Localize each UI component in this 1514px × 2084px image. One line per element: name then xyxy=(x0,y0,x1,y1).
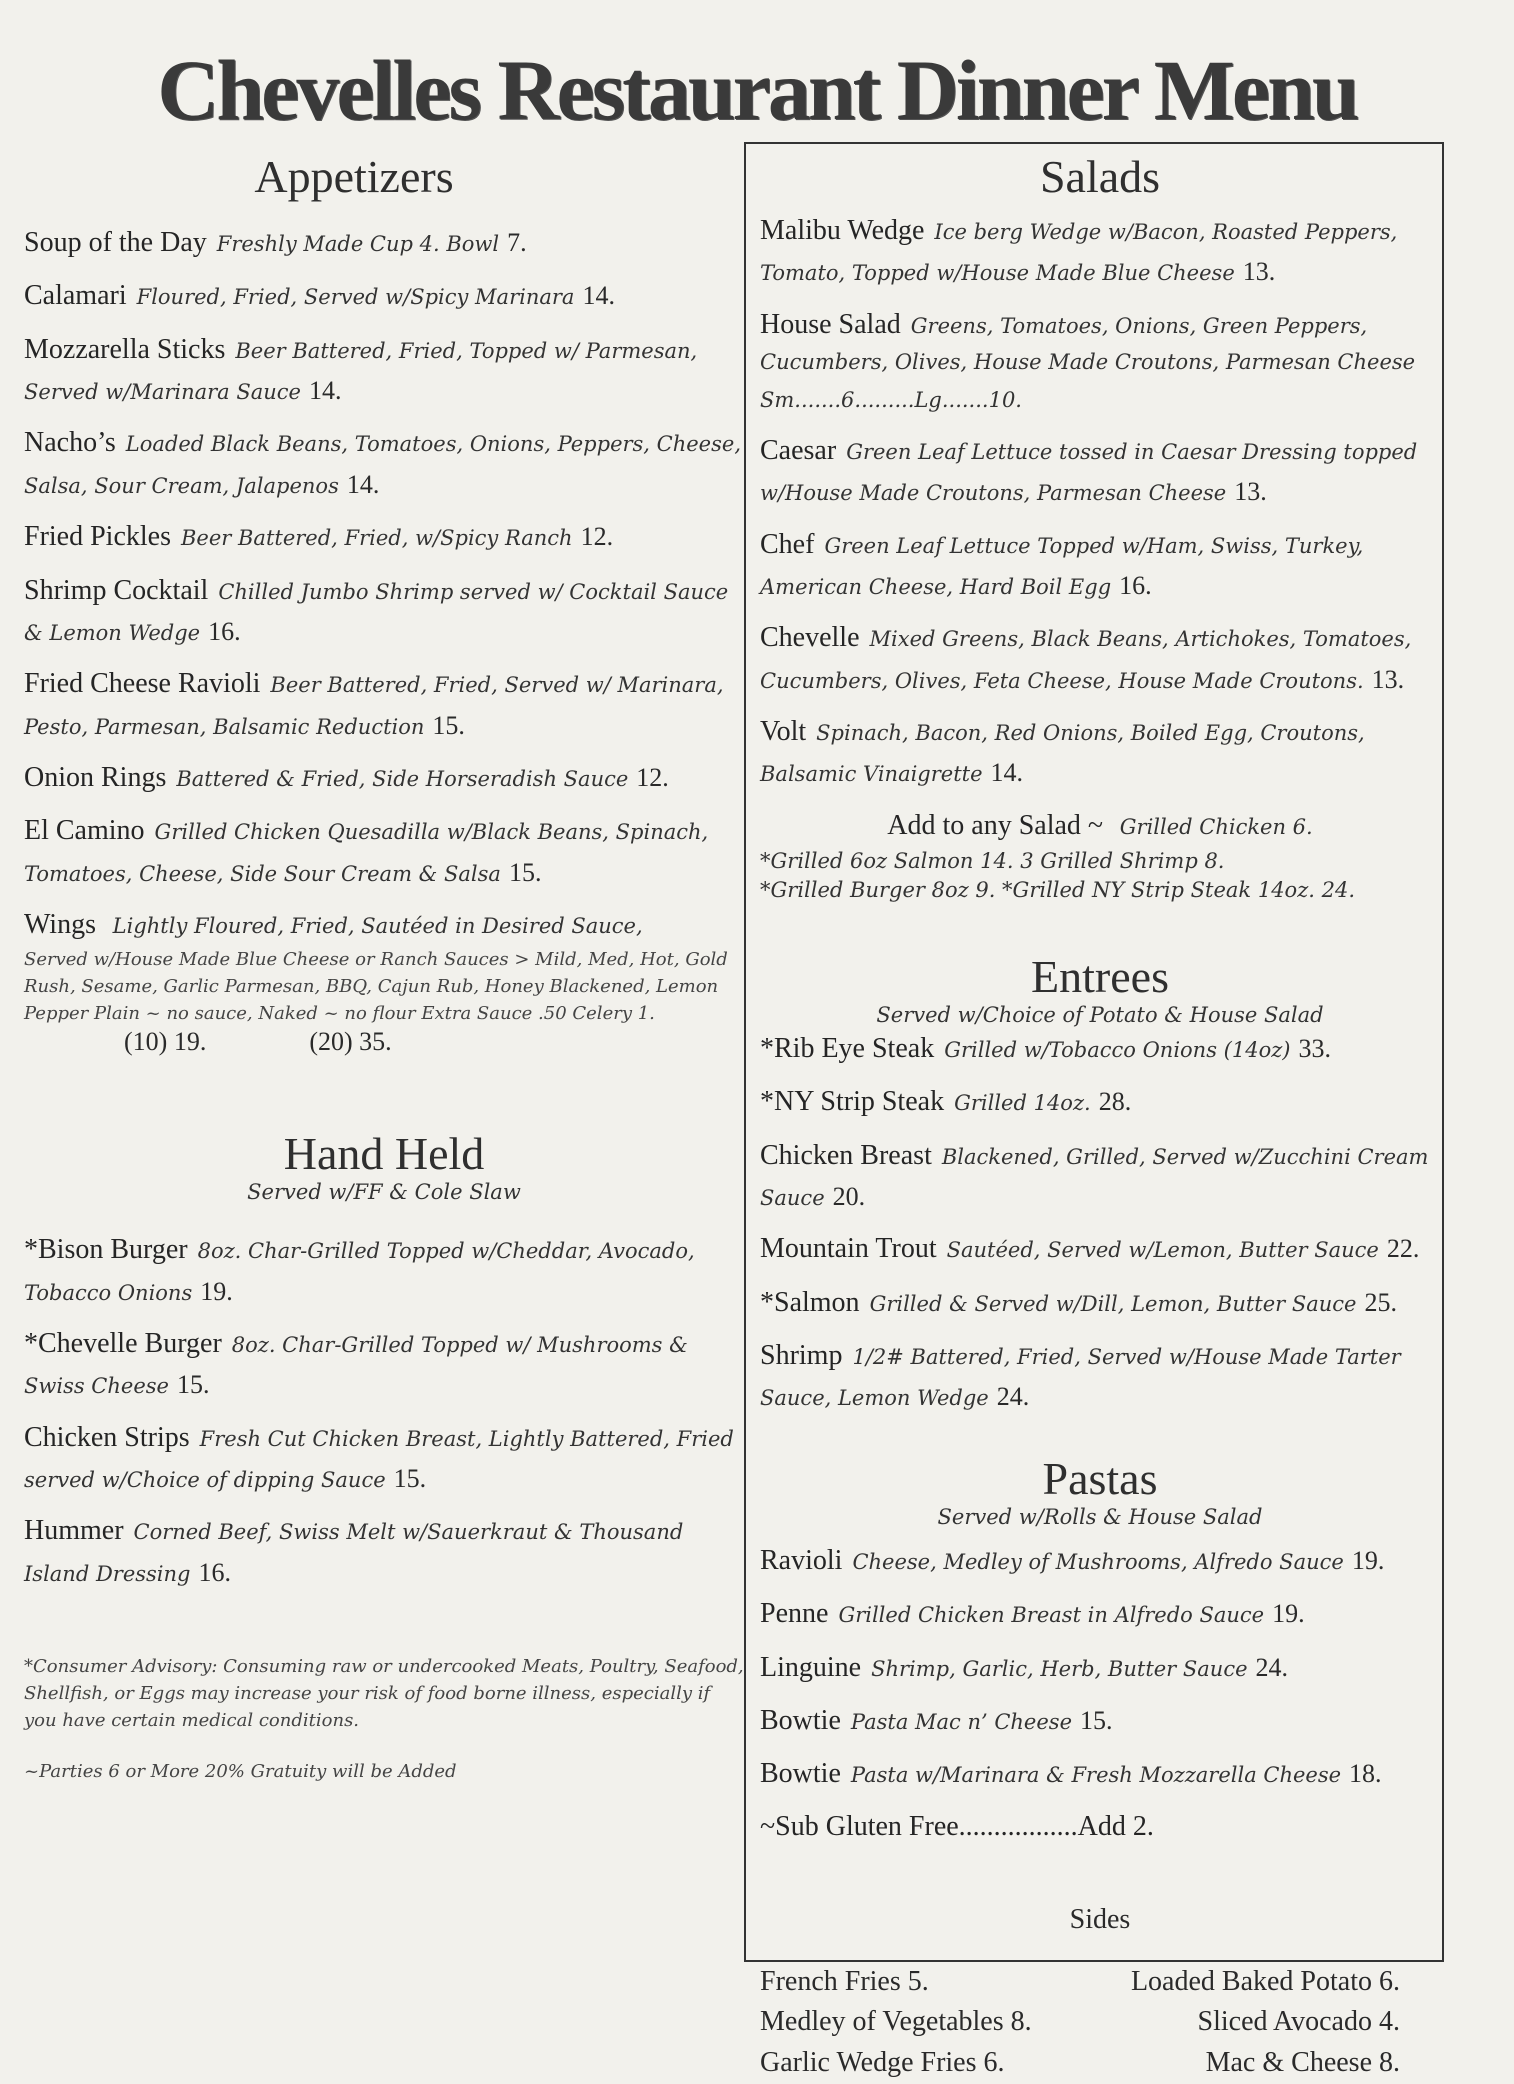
salads-item xyxy=(760,209,1440,293)
addons-line2: *Grilled 6oz Salmon 14. 3 Grilled Shrimp 8. xyxy=(760,849,1225,874)
entrees-item-price: 33. xyxy=(1298,1033,1331,1063)
entrees-item xyxy=(760,1281,1440,1324)
appetizers-item xyxy=(24,756,744,799)
side-item: Loaded Baked Potato 6. xyxy=(1130,1965,1400,1997)
salads-item-desc: Spinach, Bacon, Red Onions, Boiled Egg, Croutons, Balsamic Vinaigrette xyxy=(760,720,1365,787)
appetizers-item-price: 12. xyxy=(580,522,614,552)
pastas-item-name: Bowtie xyxy=(760,1704,841,1736)
entrees-item-price: 20. xyxy=(832,1182,866,1212)
entrees-item-name: *NY Strip Steak xyxy=(760,1086,945,1118)
hand_held-item-price: 15. xyxy=(176,1370,210,1400)
side-item: Sliced Avocado 4. xyxy=(1197,2006,1400,2038)
appetizers-item-price: 14. xyxy=(346,469,380,499)
appetizers-item-desc: Floured, Fried, Served w/Spicy Marinara xyxy=(136,285,575,310)
appetizers-item-price: 12. xyxy=(636,762,669,792)
salads-item-price: 16. xyxy=(1119,571,1152,600)
entrees-item-price: 28. xyxy=(1098,1087,1132,1117)
pastas-item-desc: Grilled Chicken Breast in Alfredo Sauce xyxy=(838,1603,1265,1628)
appetizers-item-price: 7. xyxy=(507,228,527,257)
appetizers-item-name: Shrimp Cocktail xyxy=(24,574,209,606)
appetizers-item-name: Onion Rings xyxy=(24,761,167,793)
pastas-item xyxy=(760,1699,1440,1742)
entrees-item xyxy=(760,1080,1440,1123)
salads-item xyxy=(760,429,1440,513)
right-column xyxy=(760,150,1440,2084)
hand_held-item-name: Hummer xyxy=(24,1515,124,1547)
salads-item-name: Malibu Wedge xyxy=(760,215,925,246)
pastas-item-desc: Pasta Mac n’ Cheese xyxy=(850,1709,1072,1734)
salads-item-price: 14. xyxy=(990,758,1024,788)
entrees-item-name: *Rib Eye Steak xyxy=(760,1032,935,1064)
appetizers-item-name: Fried Pickles xyxy=(24,521,171,553)
appetizers-item-name: El Camino xyxy=(24,815,145,847)
entrees-item-name: Chicken Breast xyxy=(760,1139,932,1171)
pastas-item-price: 15. xyxy=(1080,1705,1113,1735)
pastas-item-desc: Shrimp, Garlic, Herb, Butter Sauce xyxy=(871,1656,1248,1681)
appetizers-item-desc: Beer Battered, Fried, w/Spicy Ranch xyxy=(181,526,573,551)
appetizers-item xyxy=(24,221,744,264)
salads-item xyxy=(760,616,1440,700)
entrees-item-name: Shrimp xyxy=(760,1340,843,1372)
appetizers-item-price: 14. xyxy=(582,281,615,311)
salads-item-name: Caesar xyxy=(760,434,837,466)
sides-row xyxy=(760,2043,1400,2084)
entrees-item-desc: Blackened, Grilled, Served w/Zucchini Cream Sauce xyxy=(760,1144,1429,1211)
pastas-item-desc: Pasta w/Marinara & Fresh Mozzarella Cheese xyxy=(850,1763,1342,1788)
hand_held-item-desc: 8oz. Char-Grilled Topped w/Cheddar, Avocado, Tobacco Onions xyxy=(24,1239,695,1305)
left-column xyxy=(24,150,744,1785)
salads-item xyxy=(760,303,1440,419)
pastas-item-name: Bowtie xyxy=(760,1758,841,1790)
salad-addons xyxy=(760,804,1440,847)
sides-row xyxy=(760,2002,1400,2043)
sides-heading: Sides xyxy=(1069,1903,1131,1935)
wings-price-20: (20) 35. xyxy=(309,1027,392,1057)
salads-item-price: 13. xyxy=(1371,664,1405,694)
appetizers-item-name: Fried Cheese Ravioli xyxy=(24,668,261,700)
pastas-item-price: 19. xyxy=(1272,1599,1305,1629)
pastas-item xyxy=(760,1539,1440,1582)
pastas-item-name: Ravioli xyxy=(760,1544,843,1576)
entrees-list xyxy=(760,1027,1440,1418)
appetizers-item-price: 14. xyxy=(309,376,342,406)
entrees-heading: Entrees xyxy=(1031,950,1169,1002)
entrees-item-price: 24. xyxy=(996,1382,1030,1412)
entrees-item-desc: Grilled w/Tobacco Onions (14oz) xyxy=(944,1037,1291,1062)
wings-details: Served w/House Made Blue Cheese or Ranch Sauces > Mild, Med, Hot, Gold Rush, Sesame, Garlic Parmesan, BBQ, Cajun Rub, Honey Blackened, Lemon Pepper Plain ~ no sauce, Naked ~ no flour Extra Sauce .50 Celery 1. xyxy=(24,949,728,1025)
salads-item-desc: Green Leaf Lettuce tossed in Caesar Dressing topped w/House Made Croutons, Parmesan Cheese xyxy=(760,439,1418,506)
appetizers-item-desc: Battered & Fried, Side Horseradish Sauce xyxy=(176,766,629,791)
gluten-free-note: ~Sub Gluten Free.................Add 2. xyxy=(760,1810,1154,1842)
consumer-advisory: *Consumer Advisory: Consuming raw or undercooked Meats, Poultry, Seafood, Shellfish, or Eggs may increase your risk of food borne illness, especially if you have certain medical conditions. xyxy=(24,1656,744,1732)
appetizers-item xyxy=(24,809,744,893)
appetizers-item-name: Soup of the Day xyxy=(24,227,207,258)
appetizers-item-name: Nacho’s xyxy=(24,427,116,459)
appetizers-item-desc: Freshly Made Cup 4. Bowl xyxy=(216,232,500,256)
pastas-item-desc: Cheese, Medley of Mushrooms, Alfredo Sauce xyxy=(852,1549,1344,1574)
side-item: French Fries 5. xyxy=(760,1965,929,1997)
appetizers-item-desc: Loaded Black Beans, Tomatoes, Onions, Peppers, Cheese, Salsa, Sour Cream, Jalapenos xyxy=(24,432,741,498)
hand_held-item xyxy=(24,1228,744,1312)
sides-list xyxy=(760,1962,1440,2084)
pastas-item-price: 18. xyxy=(1349,1759,1382,1789)
pastas-item xyxy=(760,1752,1440,1795)
salads-item-desc: Ice berg Wedge w/Bacon, Roasted Peppers, Tomato, Topped w/House Made Blue Cheese xyxy=(760,220,1398,286)
appetizers-item-desc: Beer Battered, Fried, Topped w/ Parmesan, Served w/Marinara Sauce xyxy=(24,338,698,405)
entrees-item-name: Mountain Trout xyxy=(760,1233,937,1265)
appetizers-item-desc: Chilled Jumbo Shrimp served w/ Cocktail Sauce & Lemon Wedge xyxy=(24,579,729,645)
salads-item-name: Chevelle xyxy=(760,622,860,654)
appetizers-item xyxy=(24,274,744,317)
entrees-item-name: *Salmon xyxy=(760,1286,860,1318)
appetizers-item-desc: Grilled Chicken Quesadilla w/Black Beans, Spinach, Tomatoes, Cheese, Side Sour Cream & Salsa xyxy=(24,820,709,886)
salads-item-desc: Mixed Greens, Black Beans, Artichokes, Tomatoes, Cucumbers, Olives, Feta Cheese, House Made Croutons. xyxy=(760,627,1412,693)
hand_held-item-desc: Fresh Cut Chicken Breast, Lightly Battered, Fried served w/Choice of dipping Sauce xyxy=(24,1426,734,1493)
appetizers-item-name: Calamari xyxy=(24,280,127,312)
gratuity-note: ~Parties 6 or More 20% Gratuity will be Added xyxy=(24,1761,457,1783)
addons-title: Add to any Salad ~ xyxy=(887,809,1104,841)
entrees-item-price: 22. xyxy=(1386,1234,1420,1264)
hand_held-item xyxy=(24,1416,744,1500)
salads-item xyxy=(760,523,1440,607)
appetizers-item xyxy=(24,421,744,505)
appetizers-item xyxy=(24,569,744,653)
pastas-item-name: Linguine xyxy=(760,1651,862,1683)
side-item: Medley of Vegetables 8. xyxy=(760,2006,1032,2038)
salads-item-desc: Green Leaf Lettuce Topped w/Ham, Swiss, Turkey, American Cheese, Hard Boil Egg xyxy=(760,533,1364,599)
entrees-item xyxy=(760,1227,1440,1270)
hand_held-item-name: *Chevelle Burger xyxy=(24,1328,222,1360)
side-item: Garlic Wedge Fries 6. xyxy=(760,2046,1005,2078)
hand_held-item-price: 16. xyxy=(198,1557,231,1587)
entrees-item-desc: 1/2# Battered, Fried, Served w/House Made Tarter Sauce, Lemon Wedge xyxy=(760,1345,1401,1411)
appetizers-item-price: 15. xyxy=(432,710,465,740)
wings-price-10: (10) 19. xyxy=(124,1027,207,1057)
hand_held-item-desc: Corned Beef, Swiss Melt w/Sauerkraut & Thousand Island Dressing xyxy=(24,1520,684,1586)
entrees-subtitle: Served w/Choice of Potato & House Salad xyxy=(876,1002,1324,1027)
salads-heading: Salads xyxy=(1039,151,1161,202)
salads-item-name: Chef xyxy=(760,528,815,560)
entrees-item xyxy=(760,1134,1440,1218)
appetizers-item-desc: Beer Battered, Fried, Served w/ Marinara, Pesto, Parmesan, Balsamic Reduction xyxy=(24,673,724,739)
salads-item-price: 13. xyxy=(1234,477,1267,507)
pastas-item-name: Penne xyxy=(760,1598,829,1630)
pastas-item-price: 19. xyxy=(1351,1545,1385,1575)
appetizers-item-price: 16. xyxy=(208,616,241,646)
hand-held-list xyxy=(24,1228,744,1593)
sides-row xyxy=(760,1962,1400,2003)
salads-list xyxy=(760,209,1440,794)
entrees-item xyxy=(760,1334,1440,1418)
salads-item xyxy=(760,710,1440,794)
entrees-item-desc: Grilled & Served w/Dill, Lemon, Butter Sauce xyxy=(869,1291,1357,1316)
hand_held-item-price: 15. xyxy=(393,1464,427,1494)
appetizers-item-price: 15. xyxy=(508,857,542,887)
hand_held-item xyxy=(24,1509,744,1593)
pastas-heading: Pastas xyxy=(1042,1452,1158,1504)
appetizers-item xyxy=(24,662,744,746)
menu-title: Chevelles Restaurant Dinner Menu xyxy=(157,42,1357,138)
pastas-item xyxy=(760,1646,1440,1689)
entrees-item-price: 25. xyxy=(1364,1287,1397,1317)
hand-held-section xyxy=(24,1127,744,1593)
salads-item-price: 13. xyxy=(1242,257,1276,287)
appetizers-item xyxy=(24,328,744,412)
pastas-item-price: 24. xyxy=(1255,1652,1289,1682)
appetizers-list xyxy=(24,221,744,893)
appetizers-item-name: Mozzarella Sticks xyxy=(24,333,226,365)
pastas-subtitle: Served w/Rolls & House Salad xyxy=(937,1504,1263,1529)
pastas-item xyxy=(760,1592,1440,1635)
appetizers-item xyxy=(24,515,744,558)
entrees-item-desc: Sautéed, Served w/Lemon, Butter Sauce xyxy=(946,1238,1379,1263)
appetizers-heading: Appetizers xyxy=(254,151,454,202)
entrees-item xyxy=(760,1027,1440,1070)
hand_held-item-desc: 8oz. Char-Grilled Topped w/ Mushrooms & Swiss Cheese xyxy=(24,1333,688,1399)
addons-line1: Grilled Chicken 6. xyxy=(1119,814,1313,839)
wings-name: Wings xyxy=(24,909,96,940)
addons-line3: *Grilled Burger 8oz 9. *Grilled NY Strip Steak 14oz. 24. xyxy=(760,878,1356,903)
entrees-item-desc: Grilled 14oz. xyxy=(954,1091,1091,1116)
hand_held-item-name: Chicken Strips xyxy=(24,1421,190,1453)
wings-desc: Lightly Floured, Fried, Sautéed in Desired Sauce, xyxy=(112,914,643,938)
pastas-list xyxy=(760,1539,1440,1796)
salads-item-name: Volt xyxy=(760,715,807,747)
hand_held-item-price: 19. xyxy=(200,1276,233,1306)
salads-item-name: House Salad xyxy=(760,308,901,340)
hand-held-heading: Hand Held xyxy=(283,1128,485,1180)
hand_held-item xyxy=(24,1322,744,1406)
hand_held-item-name: *Bison Burger xyxy=(24,1234,188,1266)
side-item: Mac & Cheese 8. xyxy=(1205,2046,1400,2078)
salads-item-desc: Greens, Tomatoes, Onions, Green Peppers, Cucumbers, Olives, House Made Croutons, Parmesan Cheese Sm.......6.........Lg.......10. xyxy=(760,313,1416,412)
wings-item xyxy=(24,903,744,1057)
hand-held-subtitle: Served w/FF & Cole Slaw xyxy=(247,1180,521,1205)
